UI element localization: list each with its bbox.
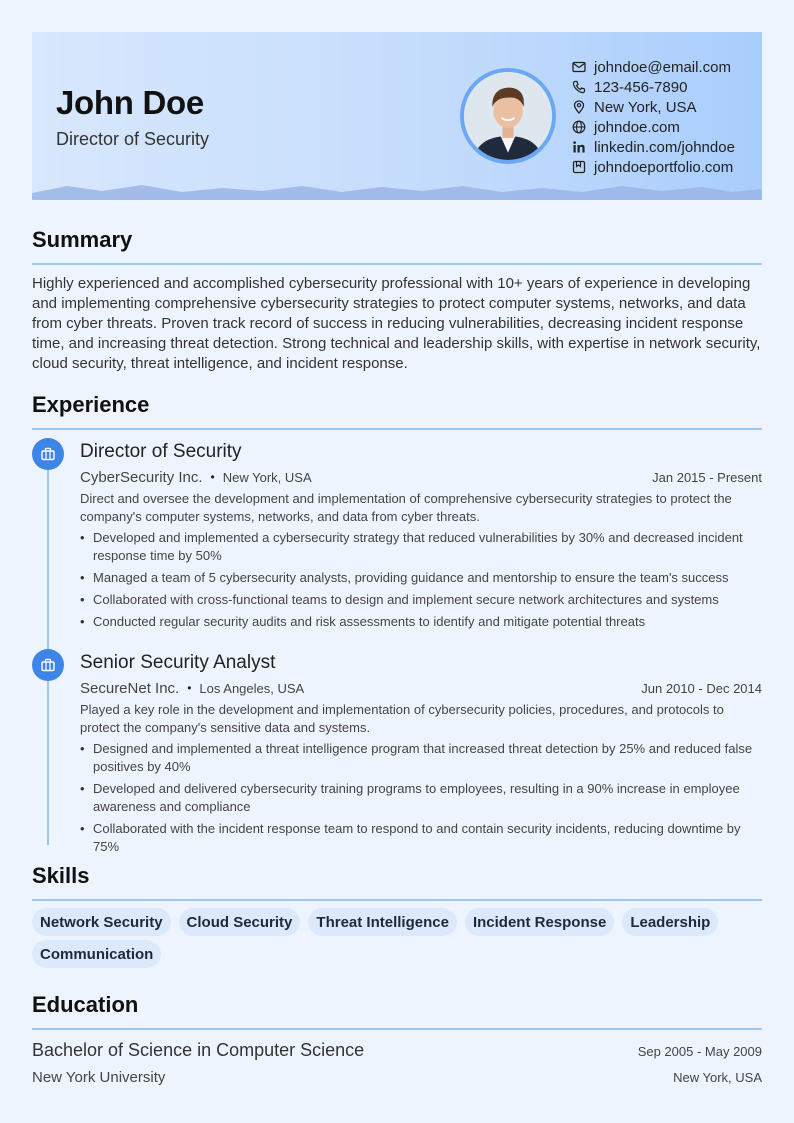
skill-chip: Cloud Security [179,908,301,936]
job-2-dates: Jun 2010 - Dec 2014 [641,680,762,696]
list-item: • Managed a team of 5 cybersecurity analysts, providing guidance and mentorship to ensure the team's success [80,569,762,587]
job-1-title: Director of Security [80,441,242,462]
education-degree: Bachelor of Science in Computer Science [32,1040,365,1060]
education-school: New York University [32,1069,166,1086]
skill-chip: Incident Response [465,908,614,936]
job-2-briefcase-icon [32,649,64,681]
job-entry-1 [80,439,762,635]
briefcase-icon [40,446,56,462]
mail-icon [572,60,586,74]
contact-linkedin-text: linkedin.com/johndoe [594,138,735,156]
contact-portfolio[interactable] [572,157,735,177]
education-heading: Education [32,992,139,1017]
globe-icon [572,120,586,134]
experience-heading: Experience [32,392,150,417]
skills-list [32,908,762,972]
job-1-meta [80,465,762,489]
contact-website-text: johndoe.com [594,118,680,136]
education-location: New York, USA [673,1070,762,1085]
resume-header [32,32,762,200]
skill-chip: Threat Intelligence [308,908,457,936]
briefcase-icon [40,657,56,673]
separator-dot: • [210,470,215,484]
contact-phone-text: 123-456-7890 [594,78,688,96]
contact-email[interactable] [572,57,735,77]
linkedin-icon [572,140,586,154]
contact-email-text: johndoe@email.com [594,58,731,76]
job-2-title: Senior Security Analyst [80,652,276,673]
location-pin-icon [572,100,586,114]
contact-list [572,57,735,177]
contact-linkedin[interactable] [572,137,735,157]
list-item: • Collaborated with the incident response team to respond to and contain security incidents, reducing downtime by 75% [80,820,762,856]
summary-heading: Summary [32,227,133,252]
skills-heading: Skills [32,863,90,888]
job-2-achievements [80,740,762,856]
list-item: • Designed and implemented a threat intelligence program that increased threat detection by 25% and reduced false positives by 40% [80,740,762,776]
job-2-description: Played a key role in the development and implementation of cybersecurity policies, procedures, and protocols to protect the company's sensitive data and systems. [80,702,724,735]
summary-divider [32,263,762,265]
avatar [460,68,556,164]
job-entry-2 [80,650,762,860]
profile-photo [464,72,552,160]
contact-location-text: New York, USA [594,98,697,116]
experience-divider [32,428,762,430]
job-1-dates: Jan 2015 - Present [652,469,762,485]
candidate-title: Director of Security [56,129,210,149]
list-item: • Collaborated with cross-functional teams to design and implement secure network architectures and systems [80,591,762,609]
job-1-company: CyberSecurity Inc. [80,468,203,486]
education-divider [32,1028,762,1030]
summary-text: Highly experienced and accomplished cybersecurity professional with 10+ years of experience in developing and implementing comprehensive cybersecurity strategies to protect computer systems, networks, and data from cyber threats. Proven track record of success in reducing vulnerabilities, decreasing incident response time, and increasing threat detection. Strong technical and leadership skills, with expertise in network security, cloud security, threat intelligence, and incident response. [32,275,761,372]
phone-icon [572,80,586,94]
job-2-location: Los Angeles, USA [199,680,305,696]
header-wave-decoration [32,180,762,200]
job-1-briefcase-icon [32,438,64,470]
job-1-description: Direct and oversee the development and implementation of comprehensive cybersecurity strategies to protect the company's computer systems, networks, and data from cyber threats. [80,491,732,524]
contact-portfolio-text: johndoeportfolio.com [594,158,734,176]
portfolio-icon [572,160,586,174]
contact-website[interactable] [572,117,735,137]
job-2-company: SecureNet Inc. [80,679,180,697]
list-item: • Conducted regular security audits and risk assessments to identify and mitigate potential threats [80,613,762,631]
list-item: • Developed and implemented a cybersecurity strategy that reduced vulnerabilities by 30% and decreased incident response time by 50% [80,529,762,565]
job-2-meta [80,676,762,700]
skill-chip: Communication [32,940,161,968]
separator-dot: • [187,681,192,695]
education-dates: Sep 2005 - May 2009 [637,1044,762,1059]
skill-chip: Network Security [32,908,171,936]
contact-location [572,97,735,117]
skills-divider [32,899,762,901]
contact-phone[interactable] [572,77,735,97]
candidate-name: John Doe [56,84,204,121]
list-item: • Developed and delivered cybersecurity training programs to employees, resulting in a 90% increase in employee awareness and compliance [80,780,762,816]
job-1-achievements [80,529,762,631]
skill-chip: Leadership [622,908,718,936]
job-1-location: New York, USA [222,469,312,485]
